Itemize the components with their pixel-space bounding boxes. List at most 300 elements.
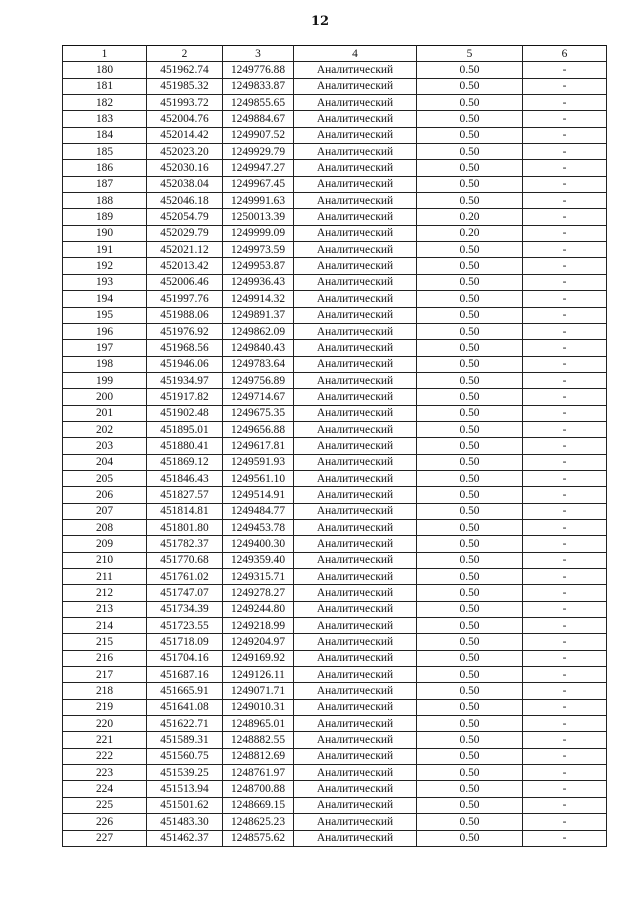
table-cell-col-2: 451589.31 [147,732,223,748]
table-cell-col-2: 451946.06 [147,356,223,372]
table-row [63,389,607,405]
table-cell-col-6: - [523,127,607,143]
table-cell-col-3: 1249315.71 [223,569,294,585]
table-cell-col-2: 451641.08 [147,699,223,715]
header-cell-6: 6 [523,46,607,62]
table-cell-col-3: 1249126.11 [223,667,294,683]
table-cell-col-2: 451801.80 [147,519,223,535]
table-cell-col-3: 1249675.35 [223,405,294,421]
table-cell-col-1: 199 [63,372,147,388]
table-header [63,46,607,62]
table-cell-col-5: 0.50 [417,160,523,176]
table-cell-col-2: 451993.72 [147,95,223,111]
table-cell-col-1: 204 [63,454,147,470]
table-cell-col-1: 213 [63,601,147,617]
table-cell-col-3: 1248812.69 [223,748,294,764]
table-cell-col-6: - [523,487,607,503]
table-cell-col-5: 0.50 [417,176,523,192]
table-cell-col-5: 0.50 [417,291,523,307]
header-cell-2: 2 [147,46,223,62]
table-cell-col-2: 451985.32 [147,78,223,94]
table-cell-col-3: 1249400.30 [223,536,294,552]
table-row [63,585,607,601]
table-cell-col-1: 210 [63,552,147,568]
table-cell-col-6: - [523,307,607,323]
table-cell-col-3: 1249855.65 [223,95,294,111]
table-cell-col-6: - [523,78,607,94]
table-row [63,552,607,568]
table-cell-col-1: 223 [63,765,147,781]
table-cell-col-5: 0.50 [417,830,523,846]
table-cell-col-4: Аналитический [294,372,417,388]
table-cell-col-5: 0.50 [417,601,523,617]
table-cell-col-4: Аналитический [294,765,417,781]
table-cell-col-6: - [523,552,607,568]
table-cell-col-5: 0.50 [417,323,523,339]
table-cell-col-5: 0.50 [417,814,523,830]
table-cell-col-2: 451782.37 [147,536,223,552]
table-cell-col-6: - [523,797,607,813]
table-cell-col-3: 1248700.88 [223,781,294,797]
table-cell-col-5: 0.50 [417,536,523,552]
table-cell-col-4: Аналитический [294,193,417,209]
table-cell-col-5: 0.50 [417,111,523,127]
table-cell-col-4: Аналитический [294,618,417,634]
table-cell-col-2: 451895.01 [147,421,223,437]
table-cell-col-1: 216 [63,650,147,666]
table-cell-col-2: 451917.82 [147,389,223,405]
table-cell-col-5: 0.50 [417,552,523,568]
table-cell-col-2: 452030.16 [147,160,223,176]
table-cell-col-5: 0.50 [417,797,523,813]
table-row [63,405,607,421]
table-cell-col-6: - [523,634,607,650]
table-cell-col-6: - [523,291,607,307]
table-row [63,111,607,127]
table-cell-col-1: 184 [63,127,147,143]
table-cell-col-1: 200 [63,389,147,405]
table-cell-col-6: - [523,111,607,127]
table-cell-col-5: 0.50 [417,487,523,503]
table-cell-col-6: - [523,405,607,421]
table-cell-col-6: - [523,62,607,78]
table-cell-col-2: 451539.25 [147,765,223,781]
table-row [63,62,607,78]
table-cell-col-1: 221 [63,732,147,748]
table-cell-col-6: - [523,160,607,176]
table-cell-col-3: 1249591.93 [223,454,294,470]
table-cell-col-1: 205 [63,470,147,486]
table-cell-col-1: 214 [63,618,147,634]
table-cell-col-1: 182 [63,95,147,111]
table-cell-col-2: 451997.76 [147,291,223,307]
table-cell-col-2: 451976.92 [147,323,223,339]
table-cell-col-4: Аналитический [294,519,417,535]
table-row [63,307,607,323]
table-cell-col-5: 0.50 [417,732,523,748]
table-cell-col-5: 0.50 [417,438,523,454]
table-cell-col-3: 1249884.67 [223,111,294,127]
table-cell-col-4: Аналитический [294,356,417,372]
table-cell-col-1: 222 [63,748,147,764]
table-cell-col-5: 0.50 [417,242,523,258]
table-cell-col-3: 1250013.39 [223,209,294,225]
table-cell-col-4: Аналитический [294,585,417,601]
table-cell-col-5: 0.50 [417,748,523,764]
table-cell-col-3: 1249484.77 [223,503,294,519]
table-cell-col-3: 1249947.27 [223,160,294,176]
table-cell-col-4: Аналитический [294,470,417,486]
table-cell-col-3: 1249914.32 [223,291,294,307]
table-cell-col-1: 192 [63,258,147,274]
table-cell-col-6: - [523,389,607,405]
table-cell-col-3: 1249783.64 [223,356,294,372]
table-cell-col-1: 191 [63,242,147,258]
table-cell-col-3: 1249929.79 [223,144,294,160]
table-cell-col-3: 1249999.09 [223,225,294,241]
table-cell-col-2: 452021.12 [147,242,223,258]
table-cell-col-6: - [523,503,607,519]
table-cell-col-4: Аналитический [294,307,417,323]
table-cell-col-6: - [523,176,607,192]
table-cell-col-2: 451934.97 [147,372,223,388]
table-cell-col-3: 1249453.78 [223,519,294,535]
table-cell-col-2: 451462.37 [147,830,223,846]
table-row [63,209,607,225]
table-cell-col-6: - [523,618,607,634]
table-cell-col-4: Аналитический [294,683,417,699]
table-cell-col-2: 451962.74 [147,62,223,78]
table-cell-col-1: 211 [63,569,147,585]
table-cell-col-3: 1249973.59 [223,242,294,258]
table-cell-col-5: 0.50 [417,405,523,421]
table-row [63,340,607,356]
table-cell-col-1: 219 [63,699,147,715]
table-cell-col-3: 1249833.87 [223,78,294,94]
table-row [63,830,607,846]
table-cell-col-1: 181 [63,78,147,94]
table-cell-col-1: 206 [63,487,147,503]
header-cell-5: 5 [417,46,523,62]
table-cell-col-5: 0.50 [417,193,523,209]
table-row [63,356,607,372]
table-cell-col-1: 194 [63,291,147,307]
table-body [63,62,607,847]
table-cell-col-5: 0.50 [417,503,523,519]
table-cell-col-6: - [523,274,607,290]
table-cell-col-1: 218 [63,683,147,699]
table-cell-col-3: 1249840.43 [223,340,294,356]
table-cell-col-4: Аналитический [294,78,417,94]
table-cell-col-6: - [523,372,607,388]
table-cell-col-3: 1249891.37 [223,307,294,323]
table-row [63,160,607,176]
table-cell-col-1: 203 [63,438,147,454]
table-cell-col-6: - [523,242,607,258]
table-cell-col-4: Аналитический [294,814,417,830]
table-cell-col-4: Аналитический [294,716,417,732]
table-cell-col-2: 452038.04 [147,176,223,192]
table-row [63,372,607,388]
table-cell-col-6: - [523,421,607,437]
table-cell-col-6: - [523,814,607,830]
table-cell-col-5: 0.50 [417,699,523,715]
table-cell-col-6: - [523,470,607,486]
table-cell-col-6: - [523,209,607,225]
table-cell-col-5: 0.50 [417,716,523,732]
table-cell-col-6: - [523,650,607,666]
table-cell-col-4: Аналитический [294,699,417,715]
table-row [63,667,607,683]
table-row [63,601,607,617]
page-number: 12 [310,14,330,29]
table-cell-col-2: 452029.79 [147,225,223,241]
table-row [63,78,607,94]
table-row [63,225,607,241]
table-cell-col-4: Аналитический [294,160,417,176]
table-cell-col-5: 0.50 [417,470,523,486]
table-cell-col-1: 220 [63,716,147,732]
table-cell-col-6: - [523,193,607,209]
table-row [63,814,607,830]
table-cell-col-4: Аналитический [294,667,417,683]
table-row [63,650,607,666]
table-cell-col-4: Аналитический [294,291,417,307]
table-cell-col-1: 227 [63,830,147,846]
table-cell-col-3: 1249907.52 [223,127,294,143]
table-cell-col-6: - [523,258,607,274]
table-row [63,487,607,503]
table-cell-col-6: - [523,732,607,748]
table-cell-col-1: 186 [63,160,147,176]
table-cell-col-2: 451902.48 [147,405,223,421]
table-cell-col-4: Аналитический [294,569,417,585]
table-cell-col-4: Аналитический [294,536,417,552]
table-cell-col-6: - [523,716,607,732]
table-row [63,519,607,535]
table-cell-col-5: 0.50 [417,650,523,666]
table-row [63,176,607,192]
table-cell-col-6: - [523,601,607,617]
table-cell-col-2: 451814.81 [147,503,223,519]
table-cell-col-6: - [523,536,607,552]
table-row [63,193,607,209]
table-cell-col-5: 0.50 [417,454,523,470]
table-cell-col-6: - [523,699,607,715]
header-cell-3: 3 [223,46,294,62]
table-cell-col-5: 0.50 [417,585,523,601]
table-cell-col-1: 207 [63,503,147,519]
table-cell-col-3: 1248761.97 [223,765,294,781]
table-cell-col-2: 451846.43 [147,470,223,486]
table-cell-col-1: 209 [63,536,147,552]
table-cell-col-2: 451761.02 [147,569,223,585]
table-cell-col-4: Аналитический [294,323,417,339]
table-cell-col-5: 0.20 [417,209,523,225]
table-cell-col-3: 1248575.62 [223,830,294,846]
table-cell-col-2: 451723.55 [147,618,223,634]
table-cell-col-3: 1249218.99 [223,618,294,634]
table-cell-col-3: 1249169.92 [223,650,294,666]
table-cell-col-5: 0.50 [417,144,523,160]
coordinates-table [62,45,607,847]
table-cell-col-1: 212 [63,585,147,601]
table-cell-col-4: Аналитический [294,258,417,274]
table-cell-col-3: 1249278.27 [223,585,294,601]
table-cell-col-1: 215 [63,634,147,650]
table-cell-col-3: 1249936.43 [223,274,294,290]
table-cell-col-5: 0.50 [417,683,523,699]
table-cell-col-2: 451622.71 [147,716,223,732]
table-row [63,634,607,650]
table-cell-col-1: 180 [63,62,147,78]
table-row [63,438,607,454]
table-cell-col-3: 1249756.89 [223,372,294,388]
table-cell-col-4: Аналитический [294,552,417,568]
table-cell-col-5: 0.50 [417,127,523,143]
table-cell-col-4: Аналитический [294,111,417,127]
table-cell-col-4: Аналитический [294,225,417,241]
table-cell-col-3: 1249991.63 [223,193,294,209]
table-cell-col-3: 1248965.01 [223,716,294,732]
table-cell-col-3: 1248625.23 [223,814,294,830]
table-cell-col-1: 198 [63,356,147,372]
table-cell-col-5: 0.50 [417,765,523,781]
table-row [63,716,607,732]
table-cell-col-6: - [523,225,607,241]
table-cell-col-6: - [523,95,607,111]
header-cell-1: 1 [63,46,147,62]
table-cell-col-2: 452054.79 [147,209,223,225]
table-cell-col-5: 0.50 [417,78,523,94]
table-cell-col-3: 1249776.88 [223,62,294,78]
table-cell-col-4: Аналитический [294,650,417,666]
table-cell-col-4: Аналитический [294,62,417,78]
table-cell-col-2: 452014.42 [147,127,223,143]
header-cell-4: 4 [294,46,417,62]
table-cell-col-6: - [523,438,607,454]
table-cell-col-2: 452006.46 [147,274,223,290]
table-cell-col-5: 0.50 [417,519,523,535]
table-row [63,454,607,470]
table-cell-col-4: Аналитический [294,781,417,797]
table-cell-col-2: 451968.56 [147,340,223,356]
table-cell-col-6: - [523,323,607,339]
table-cell-col-3: 1249656.88 [223,421,294,437]
table-row [63,258,607,274]
table-row [63,291,607,307]
table-cell-col-2: 451770.68 [147,552,223,568]
table-cell-col-3: 1249561.10 [223,470,294,486]
table-row [63,748,607,764]
table-row [63,274,607,290]
table-cell-col-3: 1249359.40 [223,552,294,568]
table-cell-col-4: Аналитический [294,830,417,846]
table-cell-col-1: 189 [63,209,147,225]
table-row [63,470,607,486]
table-cell-col-2: 452013.42 [147,258,223,274]
table-cell-col-2: 451880.41 [147,438,223,454]
table-cell-col-2: 452046.18 [147,193,223,209]
table-cell-col-6: - [523,454,607,470]
table-cell-col-5: 0.50 [417,307,523,323]
table-cell-col-4: Аналитический [294,438,417,454]
table-row [63,781,607,797]
table-cell-col-6: - [523,748,607,764]
table-row [63,95,607,111]
table-row [63,732,607,748]
table-row [63,127,607,143]
table-cell-col-3: 1249953.87 [223,258,294,274]
table-cell-col-2: 451704.16 [147,650,223,666]
table-cell-col-5: 0.20 [417,225,523,241]
table-cell-col-2: 451827.57 [147,487,223,503]
table-cell-col-3: 1249010.31 [223,699,294,715]
table-cell-col-3: 1249244.80 [223,601,294,617]
table-cell-col-3: 1249204.97 [223,634,294,650]
table-cell-col-2: 452004.76 [147,111,223,127]
table-cell-col-5: 0.50 [417,356,523,372]
table-cell-col-5: 0.50 [417,667,523,683]
table-cell-col-4: Аналитический [294,389,417,405]
header-row [63,46,607,62]
table-cell-col-3: 1248669.15 [223,797,294,813]
table-cell-col-6: - [523,667,607,683]
table-row [63,699,607,715]
table-cell-col-6: - [523,356,607,372]
table-cell-col-2: 451747.07 [147,585,223,601]
table-cell-col-2: 451501.62 [147,797,223,813]
table-cell-col-6: - [523,569,607,585]
table-cell-col-5: 0.50 [417,421,523,437]
table-row [63,242,607,258]
table-cell-col-6: - [523,585,607,601]
table-cell-col-4: Аналитический [294,95,417,111]
table-cell-col-2: 451718.09 [147,634,223,650]
table-cell-col-3: 1249071.71 [223,683,294,699]
table-row [63,797,607,813]
table-cell-col-4: Аналитический [294,274,417,290]
table-cell-col-6: - [523,781,607,797]
table-cell-col-4: Аналитический [294,454,417,470]
table-cell-col-3: 1248882.55 [223,732,294,748]
table-cell-col-2: 451687.16 [147,667,223,683]
table-row [63,618,607,634]
table-cell-col-2: 451665.91 [147,683,223,699]
table-cell-col-5: 0.50 [417,569,523,585]
table-cell-col-5: 0.50 [417,618,523,634]
table-cell-col-1: 183 [63,111,147,127]
table-row [63,536,607,552]
table-cell-col-6: - [523,144,607,160]
table-cell-col-3: 1249514.91 [223,487,294,503]
table-cell-col-1: 202 [63,421,147,437]
table-row [63,323,607,339]
table-row [63,569,607,585]
table-cell-col-4: Аналитический [294,797,417,813]
table-cell-col-4: Аналитический [294,421,417,437]
table-cell-col-3: 1249714.67 [223,389,294,405]
table-cell-col-2: 451734.39 [147,601,223,617]
table-cell-col-5: 0.50 [417,389,523,405]
table-cell-col-1: 188 [63,193,147,209]
table-cell-col-4: Аналитический [294,340,417,356]
table-cell-col-6: - [523,340,607,356]
table-cell-col-4: Аналитический [294,127,417,143]
table-cell-col-4: Аналитический [294,209,417,225]
table-cell-col-1: 225 [63,797,147,813]
table-cell-col-2: 451560.75 [147,748,223,764]
